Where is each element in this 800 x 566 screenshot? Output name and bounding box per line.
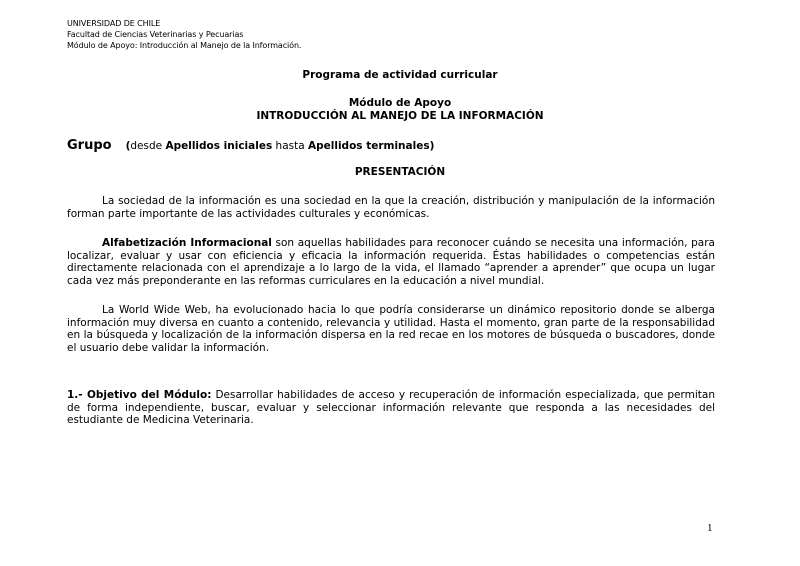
objective-text: Desarrollar habilidades de acceso y recuperación de información especializada, que permitan de forma independiente, buscar, evaluar y seleccionar información relevante que responda a las necesidades del estudiante de Medicina Veterinaria. — [67, 389, 715, 426]
paragraph-2-text: son aquellas habilidades para reconocer cuándo se necesita una información, para localizar, evaluar y usar con eficiencia y eficacia la información requerida. Éstas habilidades o competencias están directamente relacionada con el aprendizaje a lo largo de la vida, el llamado “aprender a aprender” que ocupa un lugar cada vez más preponderante en las reformas curriculares en la educación a nivel mundial. — [67, 237, 715, 287]
group-label: Grupo — [67, 138, 112, 153]
group-open-paren: ( — [125, 140, 131, 152]
program-title: Programa de actividad curricular — [302, 69, 498, 81]
header-faculty: Facultad de Ciencias Veterinarias y Pecuarias — [67, 30, 244, 39]
paragraph-3-text: La World Wide Web, ha evolucionado hacia lo que podría considerarse un dinámico repositorio donde se alberga información muy diversa en cuanto a contenido, relevancia y utilidad. Hasta el momento, gran parte de la responsabilidad en la búsqueda y localización de la información dispersa en la red recae en los motores de búsqueda o buscadores, donde el usuario debe validar la información. — [67, 304, 715, 354]
group-to: Apellidos terminales) — [308, 140, 435, 152]
paragraph-1-text: La sociedad de la información es una sociedad en la que la creación, distribución y manipulación de la información forman parte importante de las actividades culturales y económicas. — [67, 195, 715, 220]
group-desde: desde — [130, 140, 166, 152]
group-hasta: hasta — [272, 140, 308, 152]
section-title: PRESENTACIÓN — [354, 166, 446, 178]
page-number: 1 — [707, 522, 713, 534]
paragraph-3 — [67, 304, 715, 354]
header-university: UNIVERSIDAD DE CHILE — [67, 19, 161, 28]
group-from: Apellidos iniciales — [165, 140, 273, 152]
paragraph-1 — [67, 195, 715, 220]
objective-label: 1.- Objetivo del Módulo: — [67, 389, 212, 401]
group-line — [67, 138, 434, 153]
module-name: INTRODUCCIÓN AL MANEJO DE LA INFORMACIÓN — [256, 110, 544, 122]
objective-paragraph — [67, 389, 715, 427]
paragraph-2-term: Alfabetización Informacional — [102, 237, 272, 249]
paragraph-2 — [67, 237, 715, 287]
module-label: Módulo de Apoyo — [348, 97, 452, 109]
header-module: Módulo de Apoyo: Introducción al Manejo de la Información. — [67, 41, 302, 50]
